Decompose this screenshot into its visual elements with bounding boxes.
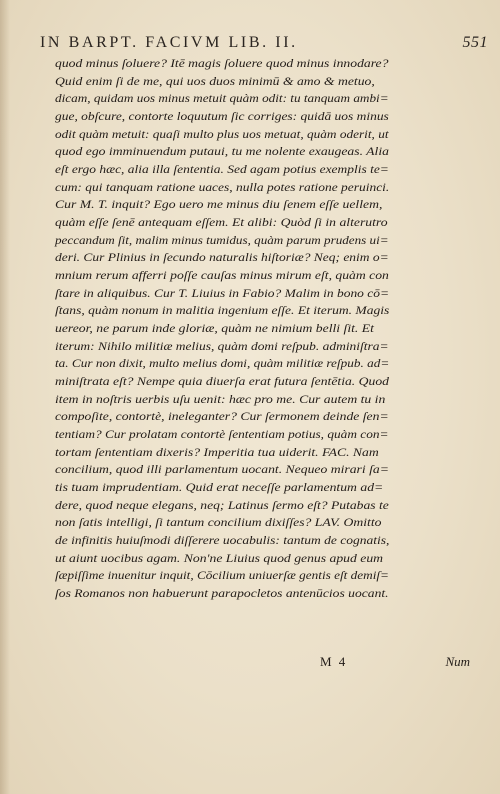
text-line: Cur M. T. inquit? Ego uero me minus diu ſenem eſſe uellem, xyxy=(55,197,383,212)
text-line: non ſatis intelligi, ſi tantum concilium dixiſſes? LAV. Omitto xyxy=(55,515,382,530)
text-line: dere, quod neque elegans, neq; Latinus ſermo eſt? Putabas te xyxy=(55,497,389,512)
text-line: tortam ſententiam dixeris? Imperitia tua uiderit. FAC. Nam xyxy=(55,444,379,459)
text-line: uereor, ne parum inde gloriæ, quàm ne nimium belli ſit. Et xyxy=(55,321,374,336)
text-line: dicam, quidam uos minus metuit quàm odit: tu tanquam ambi= xyxy=(55,91,389,106)
text-line: concilium, quod illi parlamentum uocant. Nequeo mirari ſa= xyxy=(55,462,389,477)
signature-mark: M 4 xyxy=(320,654,348,669)
catchword-line xyxy=(320,654,490,674)
page-number: 551 xyxy=(462,34,488,51)
text-line: ut aiunt uocibus agam. Non'ne Liuius quod genus apud eum xyxy=(55,550,384,565)
text-line: quàm eſſe ſenē antequam eſſem. Et alibi: Quòd ſi in alterutro xyxy=(55,215,388,230)
text-line: tis tuam imprudentiam. Quid erat neceſſe parlamentum ad= xyxy=(55,480,384,495)
text-line: quod ego imminuendum putaui, tu me nolente exaugeas. Alia xyxy=(55,144,389,159)
page-header xyxy=(28,34,488,56)
running-title: IN BARPT. FACIVM LIB. II. xyxy=(40,34,298,51)
text-line: mnium rerum afferri poſſe cauſas minus mirum eſt, quàm con xyxy=(55,268,389,283)
text-line: cum: qui tanquam ratione uaces, nulla potes ratione peruinci. xyxy=(55,179,390,194)
text-line: Quid enim ſi de me, qui uos duos minimū & amo & metuo, xyxy=(55,73,375,88)
text-line: compoſite, contortè, ineleganter? Cur ſermonem deinde ſen= xyxy=(55,409,389,424)
text-line: ſæpiſſime inuenitur inquit, Cōcilium uniuerſæ gentis eſt demiſ= xyxy=(55,568,389,583)
text-line: gue, obſcure, contorte loquutum ſic corriges: quidā uos minus xyxy=(55,109,389,124)
text-line: peccandum ſit, malim minus tumidus, quàm parum prudens ui= xyxy=(55,232,389,247)
text-line: de infinitis huiuſmodi diſſerere uocabulis: tantum de cognatis, xyxy=(55,533,390,548)
text-line: iterum: Nihilo militiæ melius, quàm domi reſpub. adminiſtra= xyxy=(55,338,389,353)
text-line: tentiam? Cur prolatam contortè ſententiam potius, quàm con= xyxy=(55,427,389,442)
text-line: ſtare in aliquibus. Cur T. Liuius in Fabio? Malim in bono cō= xyxy=(55,285,390,300)
catchword: Num xyxy=(445,654,470,669)
text-line: eſt ergo hæc, alia illa ſententia. Sed agam potius exemplis te= xyxy=(55,162,389,177)
text-line: ſtans, quàm nonum in malitia ingenium eſſe. Et iterum. Magis xyxy=(55,303,390,318)
text-line: ta. Cur non dixit, multo melius domi, quàm militiæ reſpub. ad= xyxy=(55,356,390,371)
text-line: item in noſtris uerbis uſu uenit: hæc pro me. Cur autem tu in xyxy=(55,391,386,406)
text-line: miniſtrata eſt? Nempe quia diuerſa erat futura ſentētia. Quod xyxy=(55,374,389,389)
text-line: deri. Cur Plinius in ſecundo naturalis hiſtoriæ? Neq; enim o= xyxy=(55,250,389,265)
text-line: ſos Romanos non habuerunt parapocletos antenūcios uocant. xyxy=(55,586,389,601)
text-line: quod minus ſoluere? Itē magis ſoluere quod minus innodare? xyxy=(55,56,389,70)
text-line: odit quàm metuit: quaſi multo plus uos metuat, quàm oderit, ut xyxy=(55,126,389,141)
body-text xyxy=(55,55,389,603)
